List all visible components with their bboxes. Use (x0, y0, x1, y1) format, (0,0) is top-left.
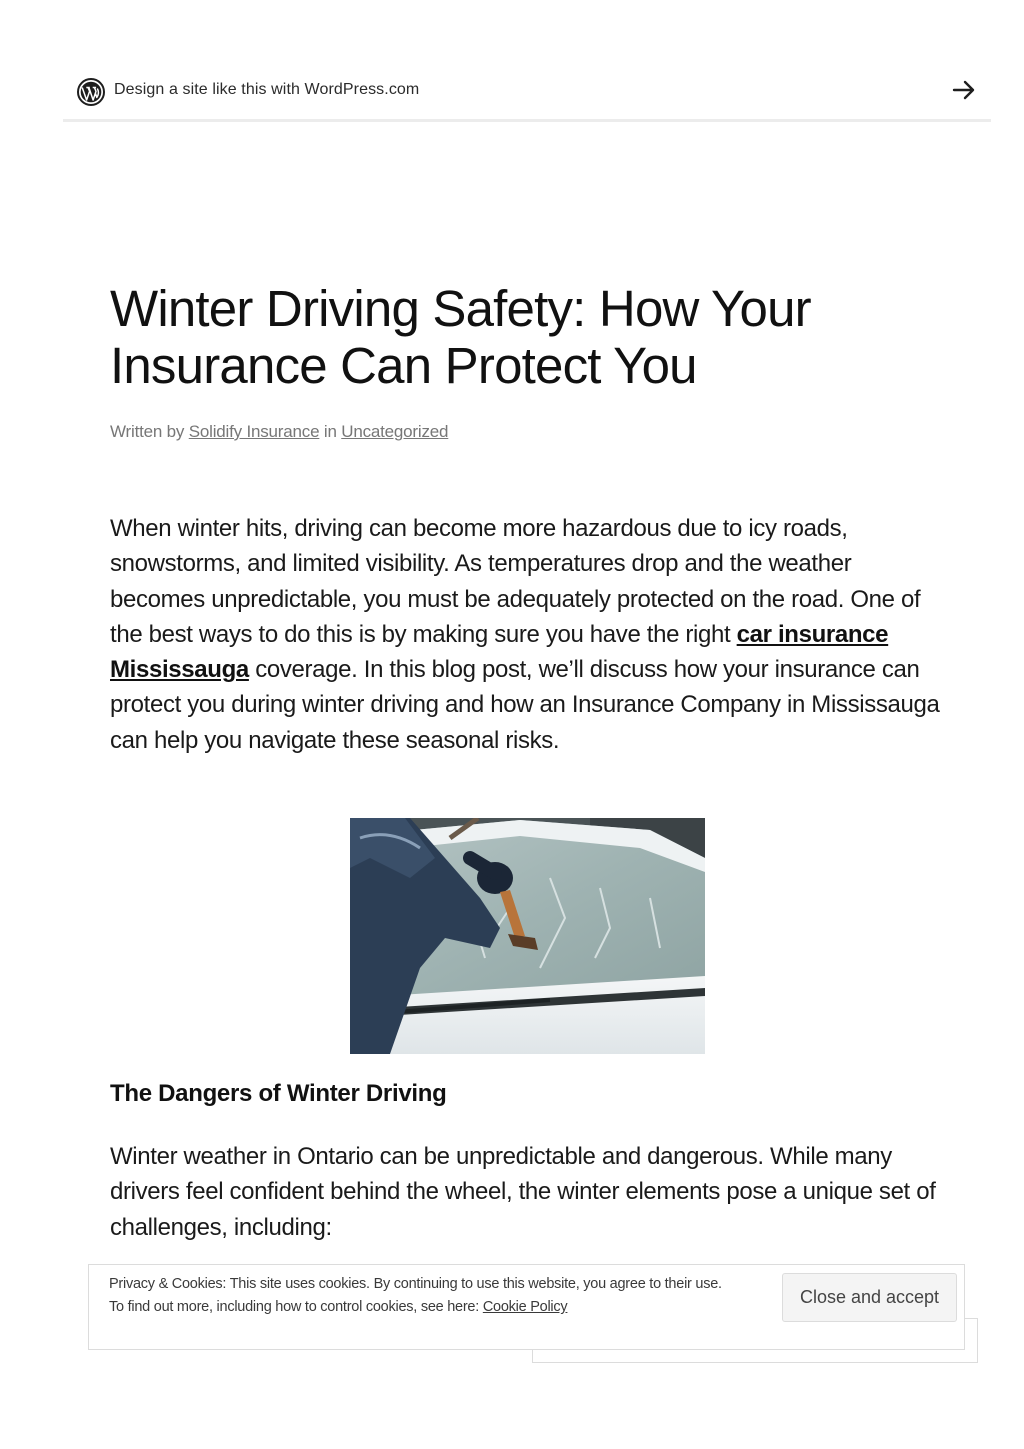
cookie-text (109, 1273, 739, 1320)
cookie-line-1: Privacy & Cookies: This site uses cookies. By continuing to use this website, you agree to their use. (109, 1276, 722, 1292)
cookie-policy-link[interactable]: Cookie Policy (482, 1299, 568, 1316)
dangers-paragraph: Winter weather in Ontario can be unpredictable and dangerous. While many drivers feel confident behind the wheel, the winter elements pose a unique set of challenges, including: (110, 1143, 936, 1241)
wordpress-promo-text[interactable]: Design a site like this with WordPress.com (114, 81, 420, 98)
wordpress-promo-bar[interactable] (63, 62, 991, 122)
author-link[interactable]: Solidify Insurance (188, 422, 320, 441)
cookie-line-2: To find out more, including how to control cookies, see here: (109, 1299, 483, 1316)
intro-text-before: When winter hits, driving can become more hazardous due to icy roads, snowstorms, and limited visibility. As temperatures drop and the weather becomes unpredictable, you must be adequately protected on the road. One of the best ways to do this is by making sure you have the right (110, 515, 921, 648)
scraping-windshield-photo (350, 818, 705, 1054)
car-insurance-link[interactable]: car insurance Mississauga (110, 620, 889, 684)
arrow-right-icon[interactable] (951, 77, 977, 103)
intro-paragraph (110, 511, 940, 758)
cookie-banner (88, 1264, 965, 1350)
in-label: in (323, 422, 337, 441)
close-and-accept-button[interactable]: Close and accept (782, 1273, 957, 1322)
post-title: Winter Driving Safety: How Your Insurance Can Protect You (110, 280, 811, 394)
category-link[interactable]: Uncategorized (341, 422, 449, 441)
intro-text-after: coverage. In this blog post, we’ll discuss how your insurance can protect you during winter driving and how an Insurance Company in Mississauga can help you navigate these seasonal risks. (110, 656, 940, 754)
post-meta (110, 422, 448, 442)
section-heading: The Dangers of Winter Driving (110, 1080, 447, 1107)
written-by-label: Written by (110, 422, 185, 441)
wordpress-logo-icon (77, 78, 105, 106)
